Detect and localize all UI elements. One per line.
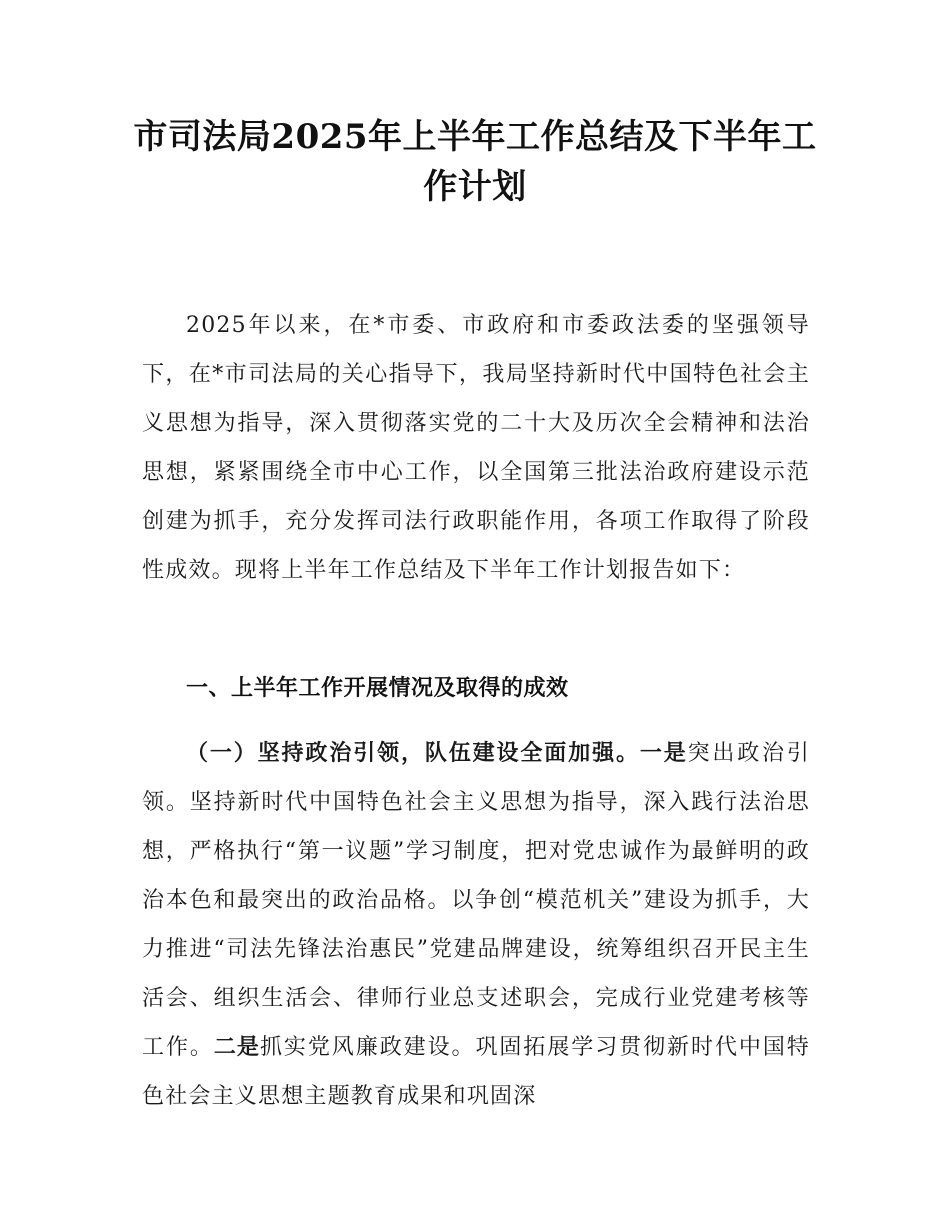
section-heading-1: 一、上半年工作开展情况及取得的成效 [186,676,569,701]
section-1-paragraph [142,729,810,1121]
section-1-subheading: （一）坚持政治引领，队伍建设全面加强。 [186,741,640,766]
intro-paragraph: 2025年以来，在*市委、市政府和市委政法委的坚强领导下，在*市司法局的关心指导下，我局坚持新时代中国特色社会主义思想为指导，深入贯彻落实党的二十大及历次全会精神和法治思想，紧紧围绕全市中心工作，以全国第三批法治政府建设示范创建为抓手，充分发挥司法行政职能作用，各项工作取得了阶段性成效。现将上半年工作总结及下半年工作计划报告如下： [142,313,810,583]
second-point-text: 抓实党风廉政建设。巩固拓展学习贯彻新时代中国特色社会主义思想主题教育成果和巩固深 [142,1035,810,1109]
first-point-text: 突出政治引领。坚持新时代中国特色社会主义思想为指导，深入践行法治思想，严格执行“第一议题”学习制度，把对党忠诚作为最鲜明的政治本色和最突出的政治品格。以争创“模范机关”建设为抓手，大力推进“司法先锋法治惠民”党建品牌建设，统筹组织召开民主生活会、组织生活会、律师行业总支述职会，完成行业党建考核等工作。 [142,741,810,1060]
second-point-label: 二是 [213,1035,260,1060]
first-point-label: 一是 [639,741,688,766]
document-title: 市司法局2025年上半年工作总结及下半年工作计划 [133,117,817,207]
